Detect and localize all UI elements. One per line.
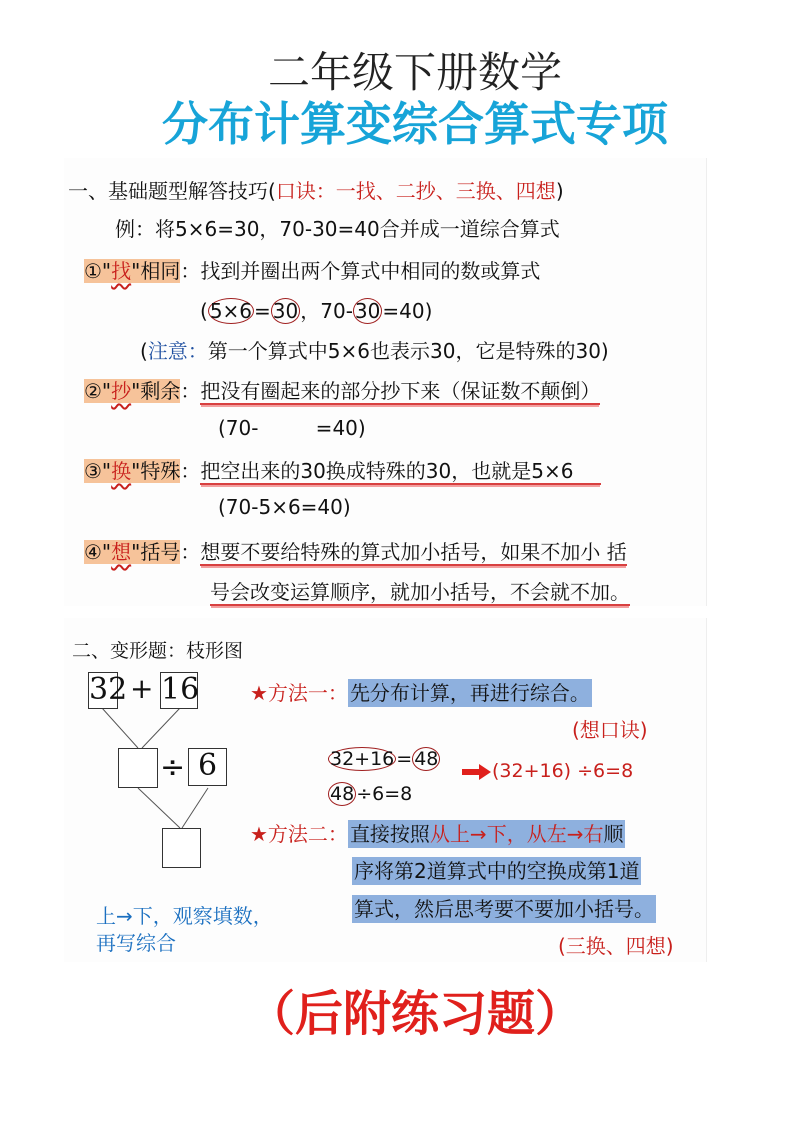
step2-equation: (70- =40) [218,416,366,440]
circled-number: 30 [354,299,381,323]
blank-box [118,748,158,788]
heading-end: ) [555,179,564,203]
method1-hint: (想口诀) [572,718,648,742]
circled-number: 48 [330,783,355,805]
step-rest: "剩余 [131,379,181,403]
colon: ： [180,459,201,483]
step-key: 找 [111,259,132,283]
step-key: 换 [111,459,132,483]
footer-practice: （后附练习题） [246,986,583,1042]
page-title: 二年级下册数学 [267,48,562,97]
box-16: 16 [161,672,200,707]
method-text: 顺 [603,822,624,846]
step-label [84,379,180,403]
mnemonic: 口诀：一找、二抄、三换、四想 [275,179,556,203]
method-label: ★方法二： [250,822,348,846]
eq-part: = [396,748,413,770]
combined-result: (32+16) ÷6=8 [492,760,634,782]
eq-part: =40) [382,299,433,323]
step-label [84,259,180,283]
step-4 [84,536,627,565]
step-rest: "特殊 [131,459,181,483]
note-label: 注意： [147,339,208,363]
method-text: 直接按照 [349,822,430,846]
method-text: 算式，然后思考要不要加小括号。 [354,897,654,921]
step-1 [84,255,540,284]
step-3 [84,455,601,484]
step-num: ①" [84,259,112,283]
method2-hint: (三换、四想) [558,934,674,958]
step-text: 把没有圈起来的部分抄下来（保证数不颠倒） [200,379,601,403]
eq-part: ( [200,299,208,323]
circled-expr: 32+16 [330,748,395,770]
step-text: 想要不要给特殊的算式加小括号，如果不加小 括 [200,540,627,564]
method-label: ★方法一： [250,681,348,705]
method-text: 序将第2道算式中的空换成第1道 [354,859,640,883]
note [140,335,609,364]
step-num: ③" [84,459,112,483]
method-text: 先分布计算，再进行综合。 [349,681,590,705]
side-note-1: 上→下，观察填数， [96,904,273,928]
circled-number: 48 [414,748,439,770]
step-key: 抄 [111,379,132,403]
colon: ： [180,540,201,564]
arrow-right-icon [462,764,492,780]
step4-text-cont [210,576,630,605]
section1-heading [68,175,564,204]
example: 例：将5×6=30，70-30=40合并成一道综合算式 [115,217,560,241]
step-label [84,540,180,564]
step-text: 找到并圈出两个算式中相同的数或算式 [200,259,541,283]
method2-line3 [352,893,656,922]
section2-heading: 二、变形题：枝形图 [72,640,244,662]
equation-2 [328,783,412,805]
step-text: 号会改变运算顺序，就加小括号，不会就不加。 [210,580,630,604]
divide-sign: ÷ [160,750,186,785]
step1-equation [200,295,432,324]
plus-sign: + [130,672,154,705]
step-label [84,459,180,483]
method-2 [250,818,625,847]
method-emphasis: 从上→下，从左→右 [429,822,604,846]
eq-part: = [254,299,271,323]
heading-text: 一、基础题型解答技巧( [68,179,276,203]
equation-1 [328,748,440,770]
method-1 [250,677,592,706]
step-num: ④" [84,540,112,564]
step-rest: "括号 [131,540,181,564]
note-text: 第一个算式中5×6也表示30，它是特殊的30) [207,339,609,363]
circled-number: 30 [272,299,299,323]
step3-equation: (70-5×6=40) [218,495,351,519]
box-6: 6 [188,748,227,786]
step-2 [84,375,600,404]
colon: ： [180,379,201,403]
step-num: ②" [84,379,112,403]
circled-expr: 5×6 [209,299,253,323]
eq-part: ÷6=8 [356,783,413,805]
colon: ： [180,259,201,283]
side-note-2: 再写综合 [96,931,176,955]
box-32: 32 [89,672,128,707]
eq-part: ，70- [300,299,353,323]
step-text: 把空出来的30换成特殊的30，也就是5×6 [200,459,601,485]
result-box [162,828,201,868]
page-subtitle: 分布计算变综合算式专项 [162,97,668,151]
step-rest: "相同 [131,259,181,283]
note-open: ( [140,339,148,363]
step-key: 想 [111,540,132,564]
method2-line2 [352,855,641,884]
